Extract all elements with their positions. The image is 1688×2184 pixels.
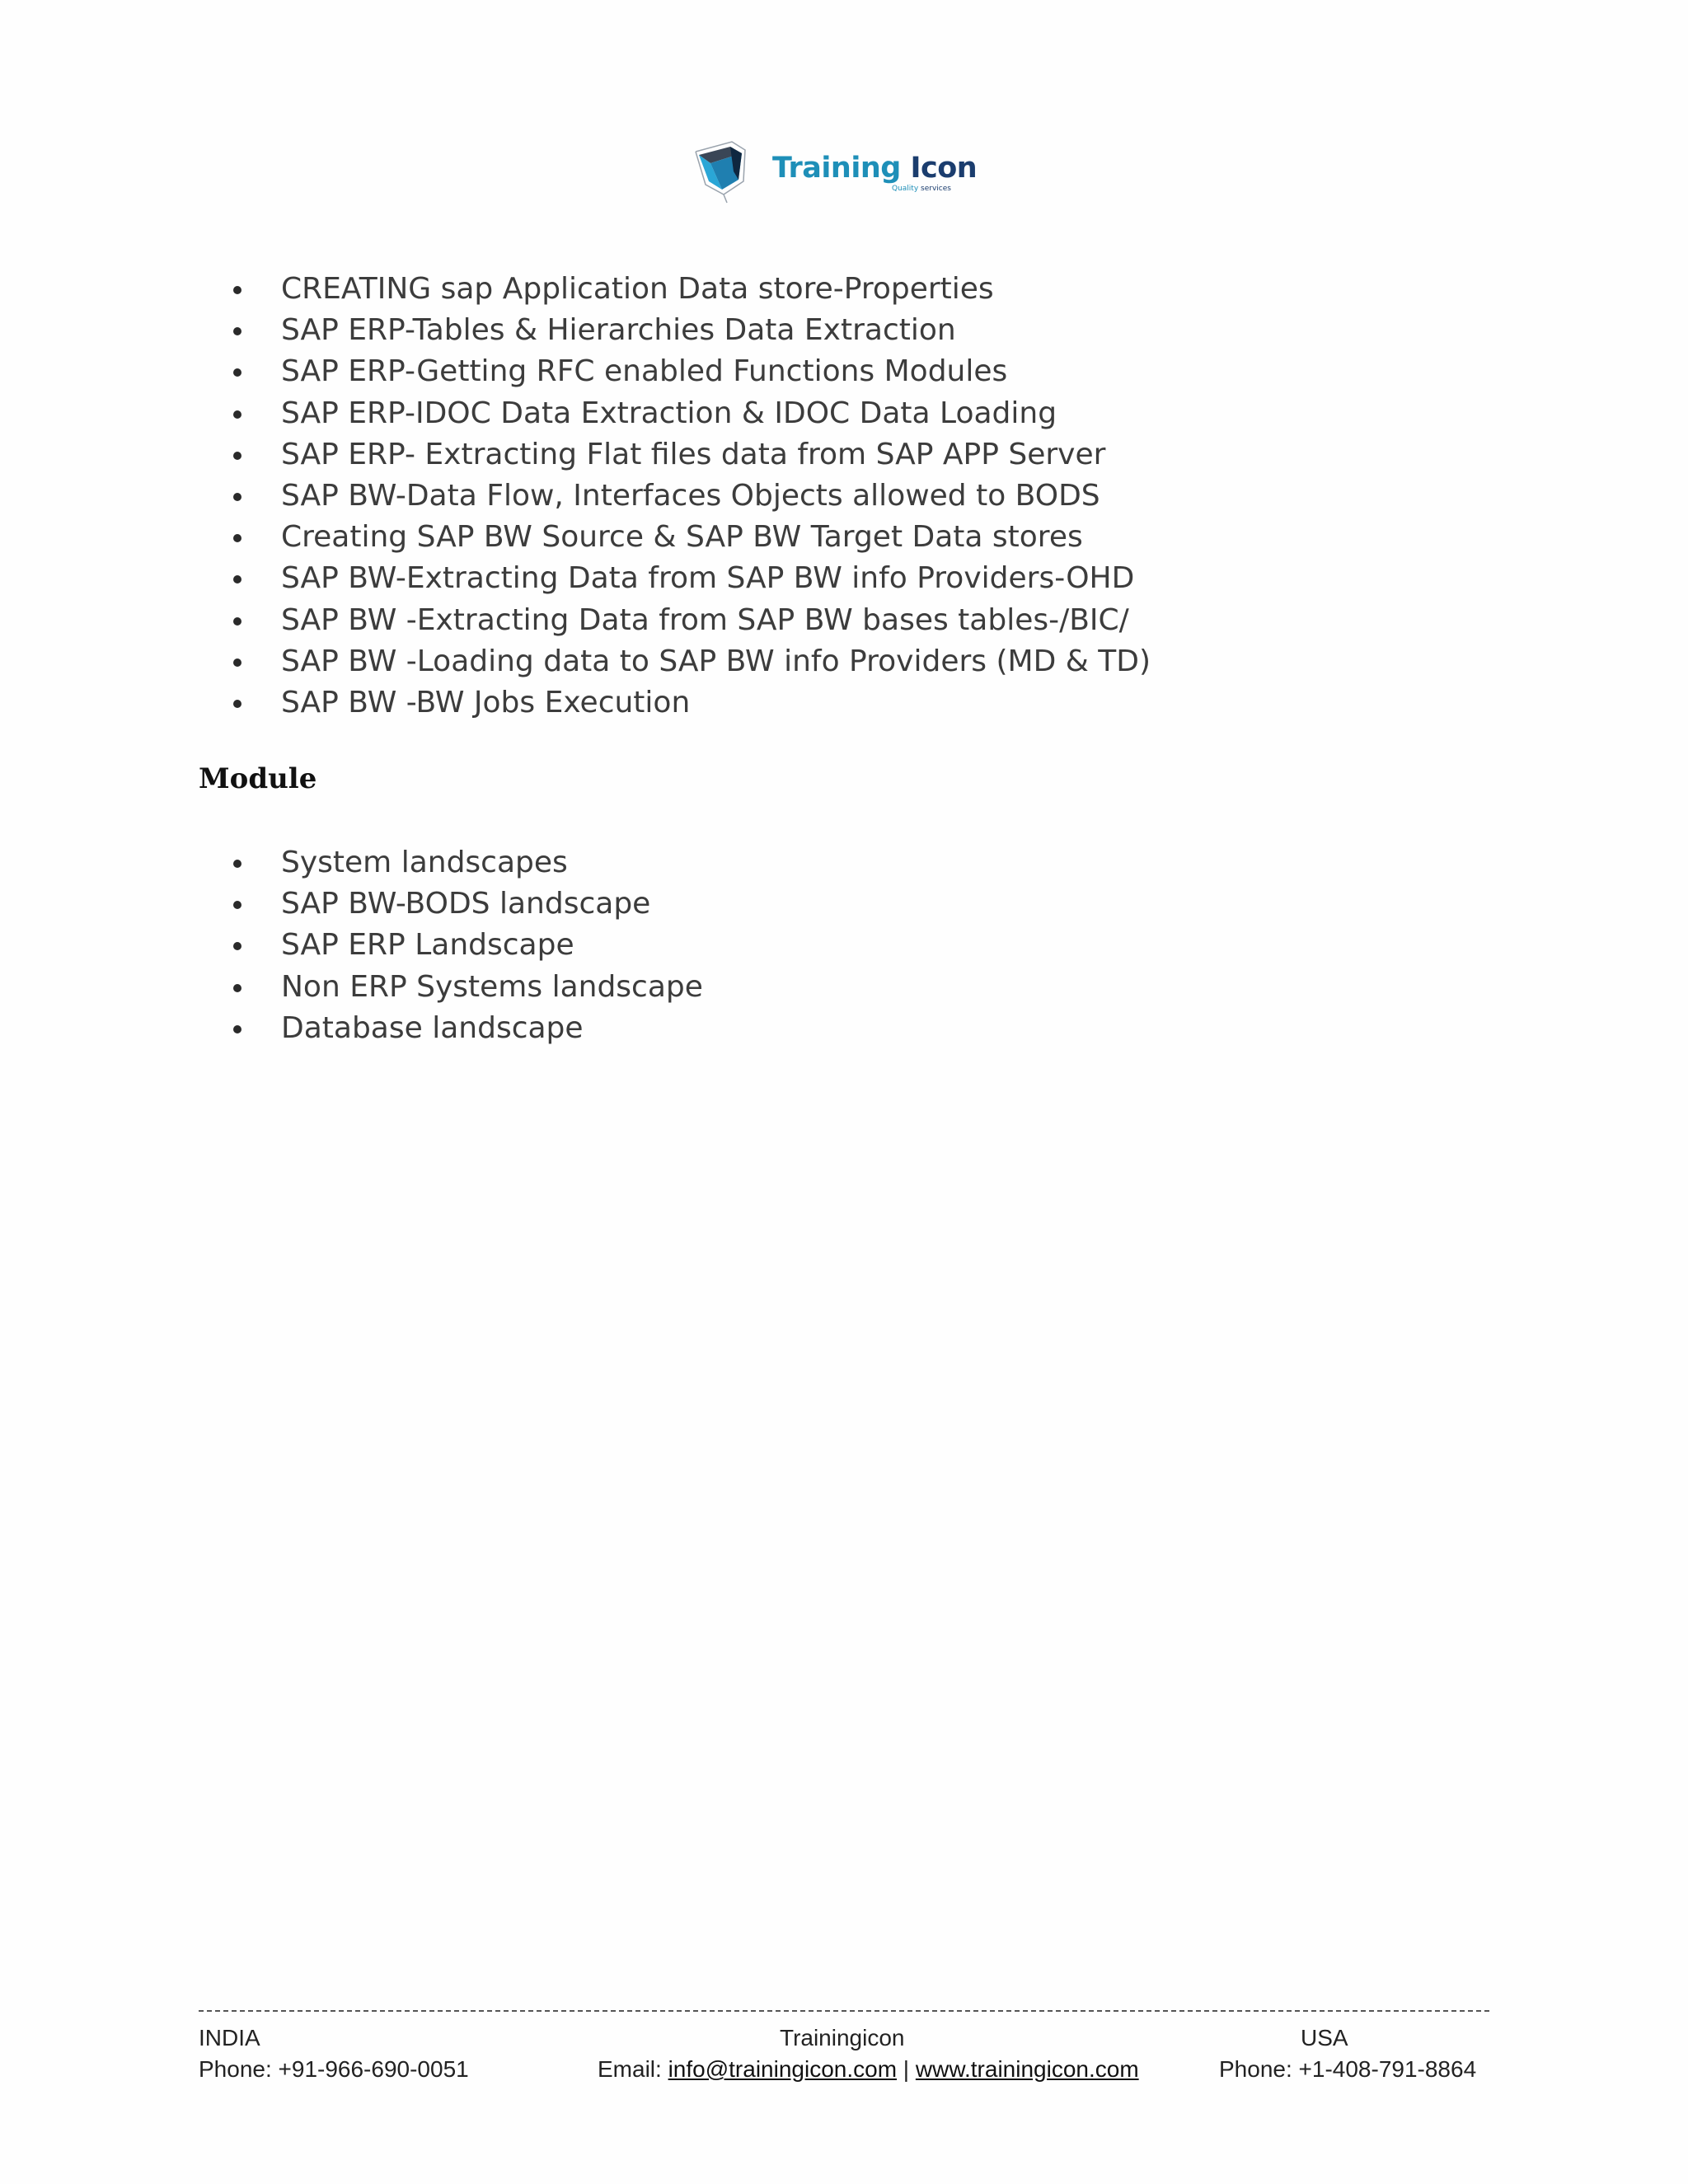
footer-brand: Trainingicon <box>780 2025 905 2050</box>
bullet-icon <box>233 658 241 667</box>
bullet-icon <box>233 368 241 377</box>
training-icon-logo <box>694 138 978 204</box>
footer-divider <box>199 2010 1489 2012</box>
bullet-icon <box>233 700 241 708</box>
list-item-text: SAP ERP Landscape <box>281 928 574 963</box>
footer-email-link[interactable]: info@trainingicon.com <box>668 2056 898 2082</box>
bullet-icon <box>233 286 241 294</box>
bullet-icon <box>233 575 241 583</box>
list-item-text: SAP ERP-Tables & Hierarchies Data Extraction <box>281 313 956 348</box>
cube-logo-icon <box>694 138 772 204</box>
list-item-text: SAP BW -Loading data to SAP BW info Providers (MD & TD) <box>281 644 1151 678</box>
list-item-text: SAP BW-BODS landscape <box>281 887 651 921</box>
list-item-text: Non ERP Systems landscape <box>281 969 703 1004</box>
bullet-icon <box>233 410 241 419</box>
footer-india-phone: Phone: +91-966-690-0051 <box>199 2056 469 2082</box>
logo-word-icon: Icon <box>910 152 978 185</box>
list-item-text: SAP BW -Extracting Data from SAP BW bases tables-/BIC/ <box>281 602 1129 637</box>
footer-separator: | <box>897 2056 916 2082</box>
bullet-icon <box>233 1025 241 1033</box>
footer-india-label: INDIA <box>199 2025 260 2050</box>
bullet-icon <box>233 984 241 992</box>
logo-tagline <box>892 185 951 193</box>
logo-tagline-services: services <box>921 185 951 193</box>
list-item-text: SAP BW -BW Jobs Execution <box>281 685 691 719</box>
logo-word-training: Training <box>772 152 901 185</box>
footer-contact <box>598 2055 1139 2084</box>
bullet-icon <box>233 860 241 868</box>
list-item-text: SAP BW-Extracting Data from SAP BW info Providers-OHD <box>281 561 1135 596</box>
bullet-icon <box>233 452 241 460</box>
logo-wordmark <box>772 152 977 185</box>
list-item-text: SAP ERP- Extracting Flat files data from SAP APP Server <box>281 437 1106 471</box>
footer-usa-label: USA <box>1301 2025 1348 2050</box>
list-item-text: SAP ERP-Getting RFC enabled Functions Modules <box>281 354 1008 389</box>
list-item-text: System landscapes <box>281 846 568 879</box>
list-item-text: CREATING sap Application Data store-Properties <box>281 272 994 306</box>
list-item-text: Database landscape <box>281 1010 584 1045</box>
footer-website-link[interactable]: www.trainingicon.com <box>915 2056 1139 2082</box>
logo-tagline-quality: Quality <box>892 185 919 193</box>
footer-usa-phone: Phone: +1-408-791-8864 <box>1219 2056 1477 2082</box>
bullet-icon <box>233 617 241 626</box>
list-item-text: Creating SAP BW Source & SAP BW Target Data stores <box>281 520 1083 555</box>
bullet-icon <box>233 534 241 542</box>
footer-email-prefix: Email: <box>598 2056 668 2082</box>
list-item-text: SAP ERP-IDOC Data Extraction & IDOC Data Loading <box>281 396 1057 430</box>
list-item-text: SAP BW-Data Flow, Interfaces Objects allowed to BODS <box>281 478 1100 513</box>
bullet-icon <box>233 493 241 501</box>
bullet-icon <box>233 901 241 909</box>
module-heading: Module <box>199 762 317 795</box>
bullet-icon <box>233 942 241 950</box>
bullet-icon <box>233 327 241 335</box>
